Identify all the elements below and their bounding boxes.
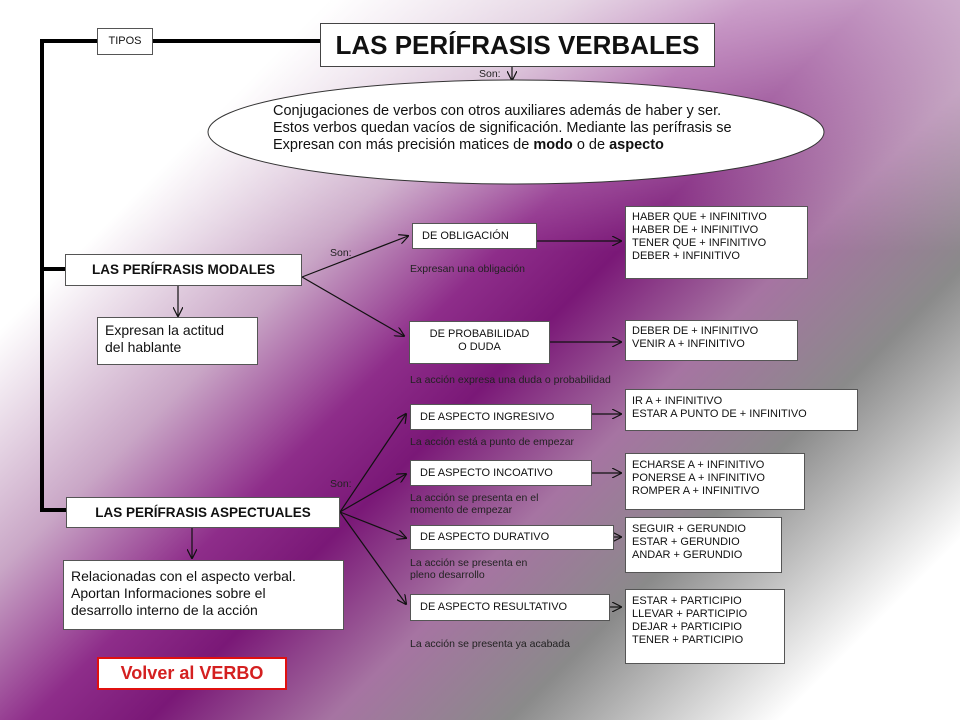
- arrow-modales-probabilidad: [302, 277, 404, 336]
- intro-line-1: Conjugaciones de verbos con otros auxiliares además de haber y ser.: [273, 103, 722, 119]
- durativo-desc: [410, 558, 527, 581]
- form-item: ESTAR A PUNTO DE + INFINITIVO: [632, 408, 807, 420]
- forms-obligacion: [625, 206, 808, 279]
- aspectuales-desc-box: [63, 560, 344, 630]
- durativo-desc-line-2: pleno desarrollo: [410, 568, 485, 581]
- form-item: LLEVAR + PARTICIPIO: [632, 608, 748, 620]
- forms-durativo: [625, 517, 782, 573]
- type-obligacion-label: DE OBLIGACIÓN: [422, 230, 509, 242]
- form-item: PONERSE A + INFINITIVO: [632, 472, 765, 484]
- arrow-asp-ingresivo: [340, 414, 406, 512]
- page-title: [320, 23, 715, 67]
- type-ingresivo-label: DE ASPECTO INGRESIVO: [420, 411, 555, 423]
- type-incoativo: [410, 460, 592, 486]
- aspectuales-son-label: Son:: [330, 478, 352, 490]
- form-item: ESTAR + GERUNDIO: [632, 536, 740, 548]
- incoativo-desc: [410, 493, 538, 516]
- intro-text: [273, 103, 732, 154]
- form-item: HABER QUE + INFINITIVO: [632, 211, 767, 223]
- back-button-label: Volver al VERBO: [120, 663, 264, 683]
- intro-line-3-pre: Expresan con más precisión matices de: [273, 137, 534, 153]
- type-probabilidad-line-2: O DUDA: [458, 341, 501, 353]
- type-incoativo-label: DE ASPECTO INCOATIVO: [420, 467, 553, 479]
- forms-probabilidad: [625, 320, 798, 361]
- form-item: IR A + INFINITIVO: [632, 395, 723, 407]
- modales-desc-line-2: del hablante: [105, 339, 182, 355]
- arrow-asp-resultativo: [340, 512, 406, 604]
- form-item: ANDAR + GERUNDIO: [632, 549, 743, 561]
- form-item: DEJAR + PARTICIPIO: [632, 621, 742, 633]
- son-label-top: Son:: [479, 68, 501, 80]
- modales-son-label: Son:: [330, 247, 352, 259]
- incoativo-desc-line-2: momento de empezar: [410, 503, 513, 516]
- form-item: DEBER DE + INFINITIVO: [632, 325, 759, 337]
- intro-modo: modo: [533, 137, 573, 153]
- intro-aspecto: aspecto: [609, 137, 664, 153]
- aspectuales-desc-line-2: Aportan Informaciones sobre el: [71, 585, 266, 601]
- modales-desc-line-1: Expresan la actitud: [105, 322, 225, 338]
- type-resultativo: [410, 594, 610, 621]
- intro-line-2: Estos verbos quedan vacíos de significación. Mediante las perífrasis se: [273, 120, 732, 136]
- resultativo-desc: La acción se presenta ya acabada: [410, 638, 570, 650]
- probabilidad-desc: La acción expresa una duda o probabilidad: [410, 374, 611, 386]
- aspectuales-desc-line-3: desarrollo interno de la acción: [71, 602, 258, 618]
- incoativo-desc-line-1: La acción se presenta en el: [410, 492, 539, 504]
- tipos-label: TIPOS: [108, 35, 142, 47]
- modales-desc-box: [97, 317, 258, 365]
- type-durativo: [410, 525, 614, 550]
- intro-line-3-mid: o de: [572, 137, 610, 153]
- forms-incoativo: [625, 453, 805, 510]
- form-item: TENER + PARTICIPIO: [632, 634, 744, 646]
- form-item: SEGUIR + GERUNDIO: [632, 523, 746, 535]
- intro-line-3: [273, 137, 732, 154]
- forms-ingresivo: [625, 389, 858, 431]
- form-item: VENIR A + INFINITIVO: [632, 338, 745, 350]
- type-ingresivo: [410, 404, 592, 430]
- durativo-desc-line-1: La acción se presenta en: [410, 557, 528, 569]
- form-item: ROMPER A + INFINITIVO: [632, 485, 760, 497]
- form-item: HABER DE + INFINITIVO: [632, 224, 759, 236]
- modales-heading: [65, 254, 302, 286]
- form-item: DEBER + INFINITIVO: [632, 250, 740, 262]
- back-to-verbo-button[interactable]: [97, 657, 287, 690]
- type-probabilidad: [409, 321, 550, 364]
- aspectuales-heading: [66, 497, 340, 528]
- forms-resultativo: [625, 589, 785, 664]
- type-durativo-label: DE ASPECTO DURATIVO: [420, 531, 550, 543]
- form-item: TENER QUE + INFINITIVO: [632, 237, 767, 249]
- obligacion-desc: Expresan una obligación: [410, 263, 525, 275]
- type-resultativo-label: DE ASPECTO RESULTATIVO: [420, 601, 568, 613]
- type-probabilidad-line-1: DE PROBABILIDAD: [429, 328, 530, 340]
- form-item: ESTAR + PARTICIPIO: [632, 595, 742, 607]
- ingresivo-desc: La acción está a punto de empezar: [410, 436, 575, 448]
- arrow-modales-obligacion: [302, 236, 408, 277]
- aspectuales-desc-line-1: Relacionadas con el aspecto verbal.: [71, 568, 296, 584]
- modales-title: LAS PERÍFRASIS MODALES: [91, 262, 275, 277]
- aspectuales-title: LAS PERÍFRASIS ASPECTUALES: [95, 505, 311, 520]
- title-text: LAS PERÍFRASIS VERBALES: [335, 30, 700, 60]
- form-item: ECHARSE A + INFINITIVO: [632, 459, 765, 471]
- type-obligacion: [412, 223, 537, 249]
- tipos-tag: [97, 28, 153, 55]
